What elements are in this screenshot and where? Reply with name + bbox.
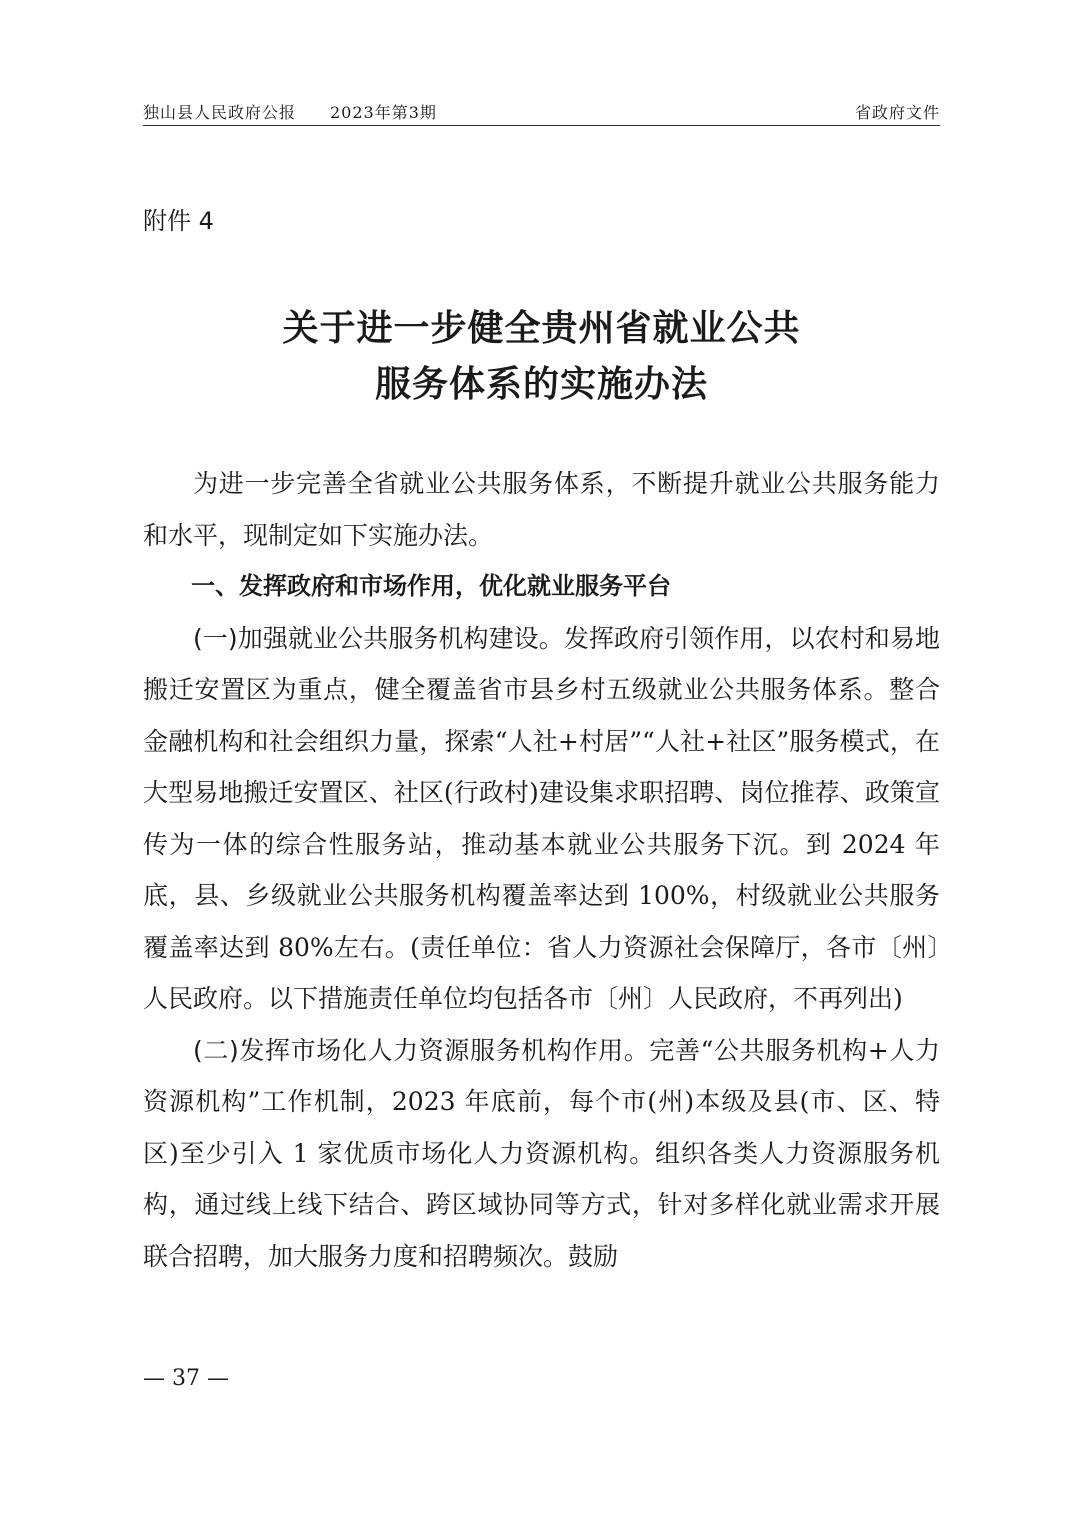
document-body — [143, 458, 940, 1282]
title-line-2: 服务体系的实施办法 — [374, 363, 708, 405]
title-line-1: 关于进一步健全贵州省就业公共 — [282, 307, 801, 349]
intro-paragraph: 为进一步完善全省就业公共服务体系，不断提升就业公共服务能力和水平，现制定如下实施办法。 — [143, 469, 940, 550]
header-section: 省政府文件 — [854, 103, 940, 122]
item-1-text: 发挥政府引领作用，以农村和易地搬迁安置区为重点，健全覆盖省市县乡村五级就业公共服务体系。整合金融机构和社会组织力量，探索“人社+村居”“人社+社区”服务模式，在大型易地搬迁安置区、社区(行政村)建设集求职招聘、岗位推荐、政策宣传为一体的综合性服务站，推动基本就业公共服务下沉。到 2024 年底，县、乡级就业公共服务机构覆盖率达到 100%，村级就业公共服务覆盖率达到 80%左右。(责任单位：省人力资源社会保障厅，各市〔州〕人民政府。以下措施责任单位均包括各市〔州〕人民政府，不再列出) — [143, 623, 940, 1013]
item-paragraph-1 — [143, 613, 940, 1025]
item-paragraph-2 — [143, 1025, 940, 1283]
item-1-title: (一)加强就业公共服务机构建设。 — [193, 623, 564, 653]
attachment-label: 附件 4 — [143, 207, 214, 235]
header-publication: 独山县人民政府公报 2023年第3期 — [143, 103, 437, 122]
item-2-text: 完善“公共服务机构+人力资源机构”工作机制，2023 年底前，每个市(州)本级及县(市、区、特区)至少引入 1 家优质市场化人力资源机构。组织各类人力资源服务机构，通过线上线下结合、跨区域协同等方式，针对多样化就业需求开展联合招聘，加大服务力度和招聘频次。鼓励 — [143, 1035, 940, 1271]
page-header — [143, 103, 940, 126]
page-number: — 37 — — [143, 1366, 229, 1391]
section-heading-1: 一、发挥政府和市场作用，优化就业服务平台 — [191, 572, 671, 600]
document-title — [143, 300, 940, 412]
item-2-title: (二)发挥市场化人力资源服务机构作用。 — [193, 1035, 650, 1065]
